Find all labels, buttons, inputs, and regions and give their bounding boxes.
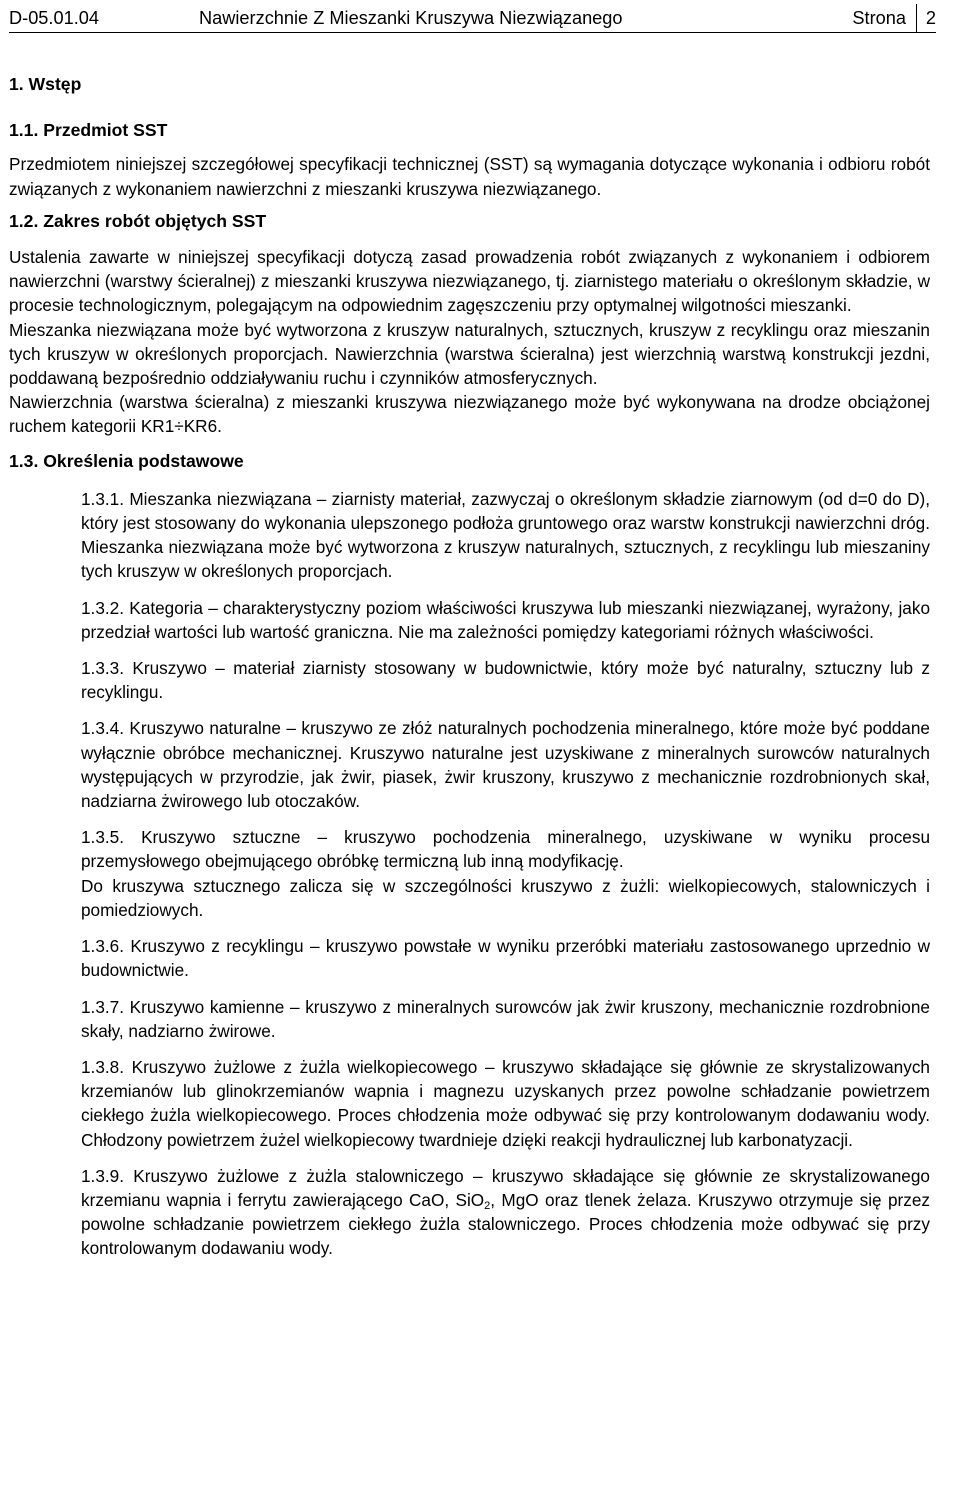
definition-1-3-4: 1.3.4. Kruszywo naturalne – kruszywo ze złóż naturalnych pochodzenia mineralnego, które może być poddane wyłącznie obróbce mechanicznej. Kruszywo naturalne jest uzyskiwane z mineralnych surowców naturalnych występujących w przyrodzie, jak żwir, piasek, żwir kruszony, kruszywo z mechanicznie rozdrobnionych skał, nadziarna żwirowego lub otoczaków. bbox=[81, 718, 930, 812]
definition-1-3-8: 1.3.8. Kruszywo żużlowe z żużla wielkopiecowego – kruszywo składające się głównie ze skrystalizowanych krzemianów lub glinokrzemianów wapnia i magnezu uzyskanych przez powolne schładzanie powietrzem ciekłego żużla wielkopiecowego. Proces chłodzenia może odbywać się przy kontrolowanym dodawaniu wody. Chłodzony powietrzem żużel wielkopiecowy twardnieje dzięki reakcji hydraulicznej lub karbonatyzacji. bbox=[81, 1056, 930, 1150]
definition-1-3-5-continued: Do kruszywa sztucznego zalicza się w szczególności kruszywo z żużli: wielkopiecowych, stalowniczych i pomiedziowych. bbox=[81, 875, 930, 920]
page-header bbox=[9, 4, 936, 33]
page-label: Strona bbox=[852, 8, 906, 28]
section-heading-1-1: 1.1. Przedmiot SST bbox=[9, 120, 168, 141]
paragraph-1-1: Przedmiotem niniejszej szczegółowej specyfikacji technicznej (SST) są wymagania dotyczące wykonania i odbioru robót związanych z wykonaniem nawierzchni z mieszanki kruszywa niezwiązanego. bbox=[9, 154, 930, 199]
paragraph-1-2-b: Mieszanka niezwiązana może być wytworzona z kruszyw naturalnych, sztucznych, kruszyw z recyklingu oraz mieszanin tych kruszyw w określonych proporcjach. Nawierzchnia (warstwa ścieralna) jest wierzchnią warstwą konstrukcji jezdni, poddawaną bezpośrednio oddziaływaniu ruchu i czynników atmosferycznych. bbox=[9, 319, 930, 389]
document-title: Nawierzchnie Z Mieszanki Kruszywa Niezwiązanego bbox=[199, 8, 623, 28]
document-code: D-05.01.04 bbox=[9, 8, 99, 28]
paragraph-1-2-a: Ustalenia zawarte w niniejszej specyfikacji dotyczą zasad prowadzenia robót związanych z wykonaniem i odbiorem nawierzchni (warstwy ścieralnej) z mieszanki kruszywa niezwiązanego, tj. ziarnistego materiału o określonym składzie, w procesie technologicznym, polegającym na odpowiednim zagęszczeniu przy optymalnej wilgotności mieszanki. bbox=[9, 247, 930, 316]
section-heading-1: 1. Wstęp bbox=[9, 74, 82, 94]
chemical-subscript: 2 bbox=[484, 1199, 491, 1212]
definition-1-3-9-start: 1.3.9. Kruszywo żużlowe z żużla stalowniczego – kruszywo składające się głównie ze skrystalizowanego krzemianu wapnia i ferrytu zawierającego CaO, SiO bbox=[81, 1165, 930, 1210]
section-heading-1-2: 1.2. Zakres robót objętych SST bbox=[9, 210, 267, 231]
paragraph-1-2-c: Nawierzchnia (warstwa ścieralna) z mieszanki kruszywa niezwiązanego może być wykonywana na drodze obciążonej ruchem kategorii KR1÷KR6. bbox=[9, 392, 930, 437]
section-heading-1-3: 1.3. Określenia podstawowe bbox=[9, 450, 244, 471]
definition-1-3-5: 1.3.5. Kruszywo sztuczne – kruszywo pochodzenia mineralnego, uzyskiwane w wyniku procesu przemysłowego obejmującego obróbkę termiczną lub inną modyfikację. bbox=[81, 827, 930, 872]
definition-1-3-7: 1.3.7. Kruszywo kamienne – kruszywo z mineralnych surowców jak żwir kruszony, mechanicznie rozdrobnione skały, nadziarno żwirowe. bbox=[81, 996, 930, 1041]
definition-1-3-1: 1.3.1. Mieszanka niezwiązana – ziarnisty materiał, zazwyczaj o określonym składzie ziarnowym (od d=0 do D), który jest stosowany do wykonania ulepszonego podłoża gruntowego oraz warstw konstrukcji nawierzchni dróg. Mieszanka niezwiązana może być wytworzona z kruszyw naturalnych, sztucznych, z recyklingu lub mieszaniny tych kruszyw w określonych proporcjach. bbox=[81, 488, 930, 582]
definition-1-3-3: 1.3.3. Kruszywo – materiał ziarnisty stosowany w budownictwie, który może być naturalny, sztuczny lub z recyklingu. bbox=[81, 658, 930, 703]
definition-1-3-6: 1.3.6. Kruszywo z recyklingu – kruszywo powstałe w wyniku przeróbki materiału zastosowanego uprzednio w budownictwie. bbox=[81, 936, 930, 981]
definition-1-3-9-end: , MgO oraz tlenek żelaza. Kruszywo otrzymuje się przez powolne schładzanie powietrzem ciekłego żużla stalowniczego. Proces chłodzenia może odbywać się przy kontrolowanym dodawaniu wody. bbox=[81, 1189, 930, 1259]
page-number: 2 bbox=[925, 8, 936, 28]
header-separator bbox=[916, 4, 917, 32]
definition-1-3-2: 1.3.2. Kategoria – charakterystyczny poziom właściwości kruszywa lub mieszanki niezwiązanej, wyrażony, jako przedział wartości lub wartość graniczna. Nie ma zależności pomiędzy kategoriami różnych właściwości. bbox=[81, 597, 930, 642]
document-body bbox=[9, 72, 930, 1261]
definition-1-3-9 bbox=[81, 1164, 930, 1261]
